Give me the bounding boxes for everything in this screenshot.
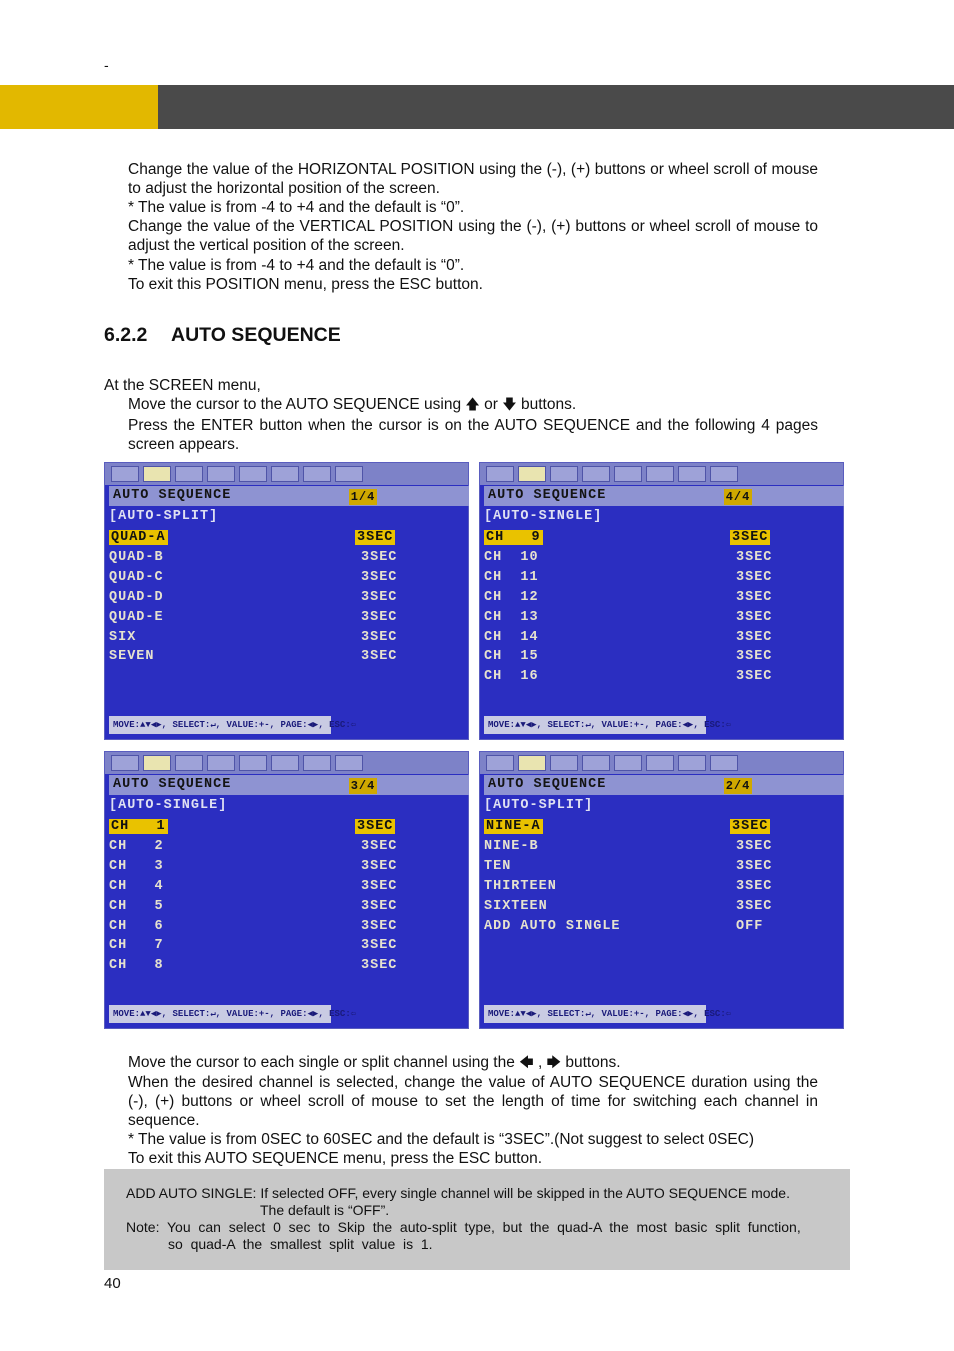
note-box bbox=[104, 1169, 850, 1270]
osd-menu-row[interactable] bbox=[109, 648, 469, 667]
osd-row-label: THIRTEEN bbox=[484, 878, 557, 894]
osd-toolbar-icon bbox=[678, 466, 706, 482]
osd-row-label: SIXTEEN bbox=[484, 898, 548, 914]
osd-row-value: 3SEC bbox=[361, 609, 398, 625]
osd-row-value: 3SEC bbox=[361, 629, 398, 645]
osd-toolbar-icon bbox=[710, 755, 738, 771]
after-desired: When the desired channel is selected, change the value of AUTO SEQUENCE duration using the (-), (+) buttons or wheel scroll of mouse to set the length of time for switching each channel in sequence. bbox=[128, 1074, 818, 1129]
after-exit: To exit this AUTO SEQUENCE menu, press the ESC button. bbox=[128, 1150, 543, 1167]
osd-toolbar-icon bbox=[271, 466, 299, 482]
osd-menu-row[interactable] bbox=[484, 918, 844, 937]
osd-menu-row[interactable] bbox=[109, 858, 469, 877]
osd-menu-row[interactable] bbox=[484, 818, 844, 837]
osd-help-bar: MOVE:▲▼◀▶, SELECT:↵, VALUE:+-, PAGE:◀▶, ESC:⇦ bbox=[484, 716, 706, 734]
osd-menu-row[interactable] bbox=[484, 898, 844, 917]
note-line-1: ADD AUTO SINGLE: If selected OFF, every single channel will be skipped in the AUTO SEQUENCE mode. bbox=[126, 1185, 790, 1201]
osd-help-bar: MOVE:▲▼◀▶, SELECT:↵, VALUE:+-, PAGE:◀▶, ESC:⇦ bbox=[484, 1005, 706, 1023]
osd-toolbar-icon bbox=[143, 466, 171, 482]
osd-row-label: CH 8 bbox=[109, 958, 164, 974]
osd-page-indicator: 3/4 bbox=[350, 779, 376, 793]
osd-toolbar-icon bbox=[111, 466, 139, 482]
osd-toolbar-icon bbox=[207, 755, 235, 771]
osd-row-value: 3SEC bbox=[736, 569, 773, 585]
osd-toolbar-icon bbox=[111, 755, 139, 771]
osd-row-value: 3SEC bbox=[361, 569, 398, 585]
osd-row-label: NINE-A bbox=[486, 819, 541, 834]
osd-row-label: CH 3 bbox=[109, 858, 164, 874]
osd-row-value: 3SEC bbox=[736, 838, 773, 854]
note-line-3: Note: You can select 0 sec to Skip the auto-split type, but the quad-A the most basic split function, bbox=[126, 1219, 801, 1235]
osd-toolbar-icon bbox=[550, 755, 578, 771]
note-line-2: The default is “OFF”. bbox=[260, 1202, 390, 1218]
osd-toolbar bbox=[105, 463, 468, 485]
osd-toolbar-icon bbox=[486, 466, 514, 482]
osd-row-label: CH 4 bbox=[109, 878, 164, 894]
osd-menu-row[interactable] bbox=[109, 818, 469, 837]
osd-page-indicator: 2/4 bbox=[725, 779, 751, 793]
osd-row-label: CH 16 bbox=[484, 669, 539, 685]
osd-row-label: QUAD-E bbox=[109, 609, 164, 625]
osd-row-value: 3SEC bbox=[357, 530, 394, 545]
osd-toolbar bbox=[480, 752, 843, 774]
osd-row-value: 3SEC bbox=[736, 649, 773, 665]
osd-row-value: 3SEC bbox=[357, 819, 394, 834]
osd-group-label: [AUTO-SPLIT] bbox=[484, 798, 594, 813]
osd-row-value: 3SEC bbox=[736, 878, 773, 894]
osd-screen-page-2 bbox=[479, 751, 844, 1029]
osd-row-label: QUAD-B bbox=[109, 549, 164, 565]
osd-toolbar-icon bbox=[239, 755, 267, 771]
osd-row-label: CH 9 bbox=[486, 530, 541, 545]
osd-menu-row[interactable] bbox=[484, 629, 844, 648]
osd-row-value: 3SEC bbox=[732, 530, 769, 545]
osd-row-label: CH 2 bbox=[109, 838, 164, 854]
osd-menu-row[interactable] bbox=[484, 609, 844, 628]
osd-toolbar-icon bbox=[646, 466, 674, 482]
osd-menu-row[interactable] bbox=[109, 589, 469, 608]
intro-horizontal-range: * The value is from -4 to +4 and the default is “0”. bbox=[128, 199, 465, 216]
osd-menu-row[interactable] bbox=[484, 668, 844, 687]
osd-group-label: [AUTO-SPLIT] bbox=[109, 509, 219, 524]
osd-menu-row[interactable] bbox=[484, 569, 844, 588]
osd-toolbar-icon bbox=[303, 755, 331, 771]
osd-toolbar-icon bbox=[143, 755, 171, 771]
osd-toolbar-icon bbox=[646, 755, 674, 771]
osd-toolbar-icon bbox=[335, 466, 363, 482]
osd-row-label: CH 7 bbox=[109, 938, 164, 954]
osd-menu-row[interactable] bbox=[484, 838, 844, 857]
osd-menu-row[interactable] bbox=[109, 629, 469, 648]
osd-row-label: CH 13 bbox=[484, 609, 539, 625]
osd-toolbar-icon bbox=[175, 466, 203, 482]
osd-row-label: ADD AUTO SINGLE bbox=[484, 918, 621, 934]
osd-row-label: CH 15 bbox=[484, 649, 539, 665]
osd-row-value: 3SEC bbox=[361, 589, 398, 605]
osd-toolbar-icon bbox=[486, 755, 514, 771]
osd-toolbar-icon bbox=[550, 466, 578, 482]
osd-title: AUTO SEQUENCE bbox=[488, 777, 607, 792]
osd-menu-row[interactable] bbox=[109, 838, 469, 857]
osd-row-value: 3SEC bbox=[361, 898, 398, 914]
down-arrow-icon: 🡇 bbox=[502, 396, 517, 412]
osd-help-bar: MOVE:▲▼◀▶, SELECT:↵, VALUE:+-, PAGE:◀▶, ESC:⇦ bbox=[109, 1005, 331, 1023]
osd-toolbar-icon bbox=[710, 466, 738, 482]
osd-row-label: CH 14 bbox=[484, 629, 539, 645]
osd-menu-row[interactable] bbox=[109, 898, 469, 917]
osd-menu-row[interactable] bbox=[484, 648, 844, 667]
header-dash: - bbox=[104, 57, 109, 73]
osd-row-label: SIX bbox=[109, 629, 137, 645]
osd-toolbar-icon bbox=[614, 466, 642, 482]
osd-toolbar-icon bbox=[239, 466, 267, 482]
osd-row-value: 3SEC bbox=[736, 858, 773, 874]
osd-row-label: TEN bbox=[484, 858, 512, 874]
left-arrow-icon: 🡄 bbox=[519, 1054, 534, 1070]
osd-row-value: 3SEC bbox=[736, 629, 773, 645]
osd-toolbar-icon bbox=[175, 755, 203, 771]
osd-row-value: 3SEC bbox=[736, 589, 773, 605]
osd-row-value: 3SEC bbox=[736, 669, 773, 685]
intro-horizontal: Change the value of the HORIZONTAL POSITION using the (-), (+) buttons or wheel scroll of mouse to adjust the horizontal position of the screen. bbox=[128, 161, 818, 197]
intro-vertical: Change the value of the VERTICAL POSITION using the (-), (+) buttons or wheel scroll of mouse to adjust the vertical position of the screen. bbox=[128, 218, 818, 254]
steps-move: Move the cursor to the AUTO SEQUENCE using 🡅 or 🡇 buttons. bbox=[128, 396, 577, 413]
osd-row-value: 3SEC bbox=[736, 549, 773, 565]
osd-menu-row[interactable] bbox=[109, 569, 469, 588]
osd-menu-row[interactable] bbox=[484, 858, 844, 877]
osd-row-value: 3SEC bbox=[361, 878, 398, 894]
osd-screen-page-3 bbox=[104, 751, 469, 1029]
osd-toolbar-icon bbox=[271, 755, 299, 771]
osd-row-value: 3SEC bbox=[361, 938, 398, 954]
steps-lead: At the SCREEN menu, bbox=[104, 377, 261, 394]
osd-row-value: 3SEC bbox=[361, 958, 398, 974]
osd-row-value: 3SEC bbox=[361, 838, 398, 854]
osd-row-value: OFF bbox=[736, 918, 764, 934]
osd-group-label: [AUTO-SINGLE] bbox=[109, 798, 228, 813]
osd-toolbar-icon bbox=[303, 466, 331, 482]
osd-toolbar-icon bbox=[518, 466, 546, 482]
osd-toolbar bbox=[105, 752, 468, 774]
osd-menu-row[interactable] bbox=[484, 878, 844, 897]
osd-row-value: 3SEC bbox=[361, 858, 398, 874]
right-arrow-icon: 🡆 bbox=[546, 1054, 562, 1070]
osd-menu-row[interactable] bbox=[484, 529, 844, 548]
osd-menu-row[interactable] bbox=[109, 878, 469, 897]
up-arrow-icon: 🡅 bbox=[465, 396, 480, 412]
header-accent-bar bbox=[0, 85, 158, 129]
page-number: 40 bbox=[104, 1275, 121, 1292]
osd-title: AUTO SEQUENCE bbox=[488, 488, 607, 503]
osd-row-label: CH 10 bbox=[484, 549, 539, 565]
intro-exit: To exit this POSITION menu, press the ESC button. bbox=[128, 276, 483, 293]
osd-screen-page-4 bbox=[479, 462, 844, 740]
osd-row-label: CH 12 bbox=[484, 589, 539, 605]
intro-vertical-range: * The value is from -4 to +4 and the default is “0”. bbox=[128, 257, 465, 274]
osd-row-value: 3SEC bbox=[361, 549, 398, 565]
osd-toolbar-icon bbox=[582, 755, 610, 771]
osd-page-indicator: 1/4 bbox=[350, 490, 376, 504]
osd-row-label: CH 6 bbox=[109, 918, 164, 934]
after-value-range: * The value is from 0SEC to 60SEC and the default is “3SEC”.(Not suggest to select 0SEC) bbox=[128, 1131, 755, 1148]
osd-menu-row[interactable] bbox=[484, 549, 844, 568]
after-move: Move the cursor to each single or split channel using the 🡄 , 🡆 buttons. bbox=[128, 1054, 621, 1071]
osd-toolbar-icon bbox=[518, 755, 546, 771]
osd-group-label: [AUTO-SINGLE] bbox=[484, 509, 603, 524]
osd-help-bar: MOVE:▲▼◀▶, SELECT:↵, VALUE:+-, PAGE:◀▶, ESC:⇦ bbox=[109, 716, 331, 734]
osd-row-label: NINE-B bbox=[484, 838, 539, 854]
osd-row-label: CH 5 bbox=[109, 898, 164, 914]
osd-row-value: 3SEC bbox=[732, 819, 769, 834]
section-number: 6.2.2 bbox=[104, 324, 148, 346]
osd-title: AUTO SEQUENCE bbox=[113, 777, 232, 792]
osd-menu-row[interactable] bbox=[109, 549, 469, 568]
osd-row-label: QUAD-D bbox=[109, 589, 164, 605]
osd-row-label: CH 1 bbox=[111, 819, 166, 834]
steps-press: Press the ENTER button when the cursor is on the AUTO SEQUENCE and the following 4 pages screen appears. bbox=[128, 417, 818, 453]
osd-row-value: 3SEC bbox=[736, 609, 773, 625]
osd-menu-row[interactable] bbox=[109, 529, 469, 548]
header-title-bar bbox=[158, 85, 954, 129]
osd-title: AUTO SEQUENCE bbox=[113, 488, 232, 503]
osd-toolbar-icon bbox=[678, 755, 706, 771]
osd-row-label: CH 11 bbox=[484, 569, 539, 585]
osd-menu-row[interactable] bbox=[109, 937, 469, 956]
osd-toolbar-icon bbox=[335, 755, 363, 771]
osd-toolbar-icon bbox=[582, 466, 610, 482]
section-heading bbox=[104, 324, 341, 347]
osd-row-label: QUAD-A bbox=[111, 530, 166, 545]
osd-toolbar-icon bbox=[614, 755, 642, 771]
osd-screen-page-1 bbox=[104, 462, 469, 740]
osd-row-value: 3SEC bbox=[361, 649, 398, 665]
osd-menu-row[interactable] bbox=[109, 918, 469, 937]
osd-toolbar-icon bbox=[207, 466, 235, 482]
section-title: AUTO SEQUENCE bbox=[171, 324, 341, 346]
osd-page-indicator: 4/4 bbox=[725, 490, 751, 504]
osd-row-value: 3SEC bbox=[736, 898, 773, 914]
note-line-4: so quad-A the smallest split value is 1. bbox=[168, 1236, 433, 1252]
osd-row-label: SEVEN bbox=[109, 649, 155, 665]
osd-row-label: QUAD-C bbox=[109, 569, 164, 585]
osd-menu-row[interactable] bbox=[109, 609, 469, 628]
osd-toolbar bbox=[480, 463, 843, 485]
osd-menu-row[interactable] bbox=[109, 957, 469, 976]
osd-row-value: 3SEC bbox=[361, 918, 398, 934]
osd-menu-row[interactable] bbox=[484, 589, 844, 608]
